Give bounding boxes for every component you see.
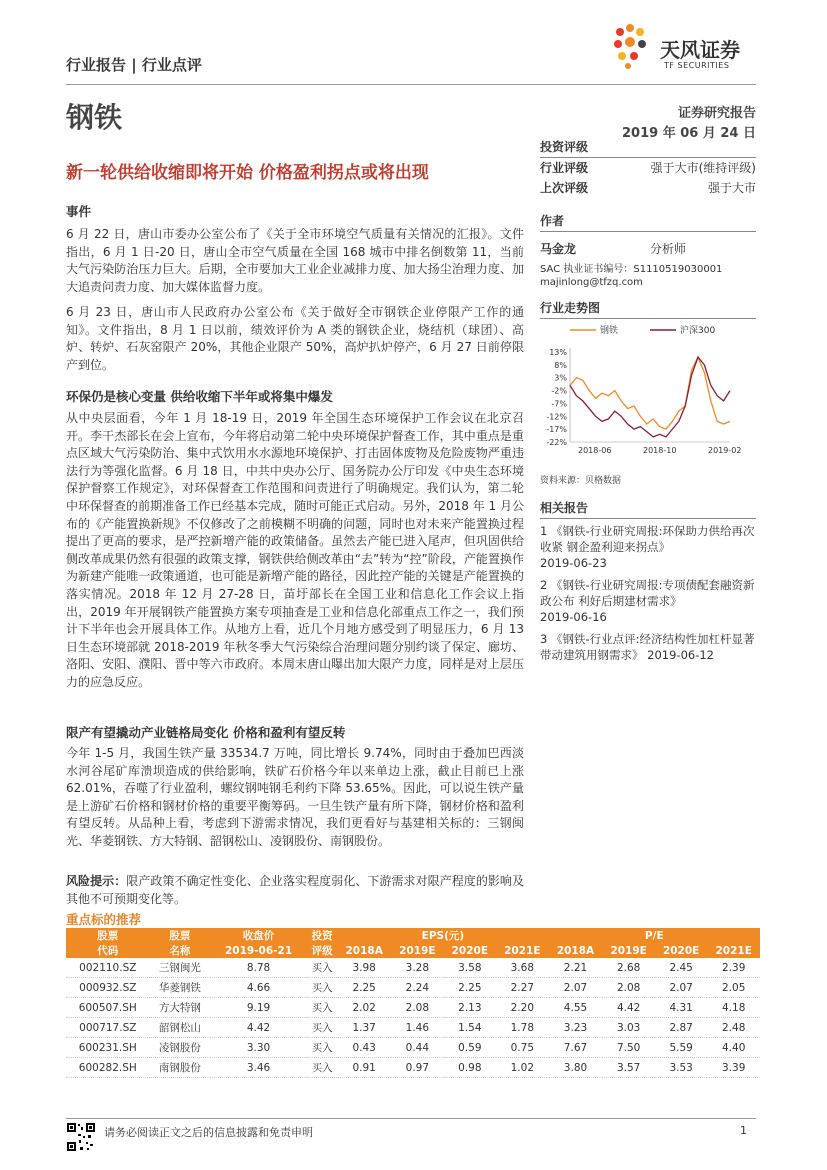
table-cell: 3.30 [210,1038,307,1058]
table-cell: 2.27 [496,978,548,998]
table-header-cell: 评级 [307,943,337,958]
author-heading: 作者 [540,212,756,232]
section-3-heading: 限产有望撬动产业链格局变化 价格和盈利有望反转 [66,725,346,740]
table-header-cell: 2018A [337,943,391,958]
y-tick-label: -17% [546,425,567,435]
author-sac: SAC 执业证书编号：S1110519030001 [540,264,723,275]
table-cell: 0.98 [444,1058,496,1078]
report-date: 2019 年 06 月 24 日 [622,126,756,141]
table-cell: 2.07 [549,978,603,998]
table-cell: 600231.SH [66,1038,150,1058]
table-header-row-1 [66,928,760,943]
table-header-cell: 2019-06-21 [210,943,307,958]
table-cell: 2.45 [655,958,707,978]
industry-title: 钢铁 [66,101,123,134]
disclaimer-notice: 请务必阅读正文之后的信息披露和免责申明 [104,1126,313,1139]
table-cell: 3.53 [655,1058,707,1078]
table-cell: 韶钢松山 [150,1018,211,1038]
table-cell: 2.05 [707,978,760,998]
related-item-title: 3 《钢铁-行业点评:经济结构性加杠杆显著带动建筑用钢需求》 [540,632,755,662]
risk-label: 风险提示： [66,874,127,888]
table-cell: 2.08 [391,998,443,1018]
event-paragraph-1: 6 月 22 日，唐山市委办公室公布了《关于全市环境空气质量有关情况的汇报》。文件指出，6 月 1 日-20 日，唐山全市空气质量在全国 168 城市中排名倒数第 11，当前大气污染防治压力巨大。后期，全市要加大工业企业减排力度、加大扬尘治理力度、加大追责问责力度、加大媒体监督力度。 [66,227,524,294]
table-cell: 0.75 [496,1038,548,1058]
recommendation-table [66,928,760,1078]
table-header-cell: 2020E [655,943,707,958]
industry-rating-label: 行业评级 [540,161,589,175]
table-row [66,1018,760,1038]
table-cell: 5.59 [655,1038,707,1058]
table-cell: 3.28 [391,958,443,978]
table-cell: 1.02 [496,1058,548,1078]
table-cell: 7.67 [549,1038,603,1058]
table-cell: 4.42 [602,998,654,1018]
y-tick-label: 13% [549,348,567,357]
related-item-title: 2 《钢铁-行业研究周报:专项债配套融资新政公布 利好后期建材需求》 [540,578,755,608]
table-cell: 0.91 [337,1058,391,1078]
table-row [66,1038,760,1058]
rating-heading: 投资评级 [540,138,756,158]
section-2-paragraph: 从中央层面看，今年 1 月 18-19 日，2019 年全国生态环境保护工作会议在北京召开。李干杰部长在会上宣布，今年将启动第二轮中央环境保护督查工作，其中重点是重点区域大气污染防治、集中式饮用水水源地环境保护、打击固体废物及危险废物严重违法行为等强化监督。6 月 18 日，中共中央办公厅、国务院办公厅印发《中央生态环境保护督察工作规定》，对环保督查工作范围和问责进行了明确规定。我们认为，第二轮中环保督查的前期准备工作已经基本完成，随时可能正式启动。另外，2018 年 1 月公布的《产能置换新规》不仅修改了之前模糊不明确的问题，同时也对未来产能置换过程提出了更高的要求，是严控新增产能的政策储备。虽然去产能已进入尾声，但巩固供给侧改革成果仍然有很强的政策支撑，钢铁供给侧改革由“去”转为“控”阶段，产能置换作为新建产能唯一政策通道，也可能是新增产能的路径，因此控产能的关键是产能置换的落实情况。2018 年 12 月 27-28 日，苗圩部长在全国工业和信息化工作会议上指出，2019 年开展钢铁产能置换方案专项抽查是工业和信息化部重点工作之一，我们预计下半年也会开展具体工作。从地方上看，近几个月地方感受到了明显压力，6 月 13 日生态环境部就 2018-2019 年秋冬季大气污染综合治理问题分别约谈了保定、廊坊、洛阳、安阳、濮阳、晋中等六市政府。本周末唐山曝出加大限产力度，同样是对上层压力的应急反应。 [66,411,524,689]
table-header-cell: 2018A [549,943,603,958]
y-tick-label: 3% [554,373,567,383]
table-cell: 3.58 [444,958,496,978]
table-cell: 0.44 [391,1038,443,1058]
logo-subtext: TF SECURITIES [664,61,730,70]
related-item[interactable] [540,631,756,663]
author-name: 马金龙 [540,242,577,256]
table-cell: 2.02 [337,998,391,1018]
table-cell: 南钢股份 [150,1058,211,1078]
report-title: 新一轮供给收缩即将开始 价格盈利拐点或将出现 [66,163,429,183]
table-cell: 凌钢股份 [150,1038,211,1058]
table-cell: 2.07 [655,978,707,998]
related-item-title: 1 《钢铁-行业研究周报:环保助力供给再次收紧 钢企盈利迎来拐点》 [540,524,755,554]
table-header-cell: EPS(元) [337,928,548,943]
legend-label: 钢铁 [600,326,619,336]
report-category: 行业报告 | 行业点评 [66,56,202,74]
table-cell: 买入 [307,1058,337,1078]
trend-chart [540,318,756,468]
table-row [66,1058,760,1078]
table-header-cell: 股票 [150,928,211,943]
table-cell: 600507.SH [66,998,150,1018]
y-tick-label: -12% [546,412,567,422]
table-cell: 3.57 [602,1058,654,1078]
event-heading: 事件 [66,204,92,219]
table-cell: 2.87 [655,1018,707,1038]
section-3-paragraph: 今年 1-5 月，我国生铁产量 33534.7 万吨，同比增长 9.74%，同时由于叠加巴西淡水河谷尾矿库溃坝造成的供给影响，铁矿石价格今年以来单边上涨，截止目前已上涨 62.01%，吞噬了行业盈利，螺纹钢吨钢毛利约下降 53.65%。因此，可以说生铁产量是上游矿石价格和钢材价格的重要平衡筹码。一旦生铁产量有所下降，钢材价格和盈利有望反转。从品种上看，考虑到下游需求情况，我们更看好与基建相关标的：三钢闽光、华菱钢铁、方大特钢、韶钢松山、凌钢股份、南钢股份。 [66,746,524,848]
table-cell: 买入 [307,998,337,1018]
x-tick-label: 2019-02 [708,446,742,455]
industry-rating-value: 强于大市(维持评级) [650,161,756,175]
table-cell: 买入 [307,1018,337,1038]
table-cell: 7.50 [602,1038,654,1058]
table-header-cell: 名称 [150,943,211,958]
table-cell: 4.18 [707,998,760,1018]
table-header-cell: 股票 [66,928,150,943]
table-cell: 1.46 [391,1018,443,1038]
table-cell: 000932.SZ [66,978,150,998]
x-tick-label: 2018-06 [578,446,612,455]
prev-rating-value: 强于大市 [707,181,756,195]
table-cell: 4.40 [707,1038,760,1058]
table-cell: 1.37 [337,1018,391,1038]
x-tick-label: 2018-10 [643,446,677,455]
prev-rating-label: 上次评级 [540,181,589,195]
y-tick-label: -2% [551,386,567,396]
table-cell: 2.25 [337,978,391,998]
related-item-date: 2019-06-16 [540,610,607,624]
table-row [66,958,760,978]
table-header-cell: 代码 [66,943,150,958]
related-item-date: 2019-06-12 [647,648,714,662]
event-paragraph-2: 6 月 23 日，唐山市人民政府办公室公布《关于做好全市钢铁企业停限产工作的通知》。文件指出，8 月 1 日以前，绩效评价为 A 类的钢铁企业，烧结机（球团）、高炉、转炉、石灰窑限产 20%，其他企业限产 50%，高炉扒炉停产，6 月 27 日前停限产到位。 [66,305,524,372]
table-cell: 4.66 [210,978,307,998]
header-divider [66,84,756,85]
table-header-row-2 [66,943,760,958]
table-cell: 0.43 [337,1038,391,1058]
table-cell: 方大特钢 [150,998,211,1018]
risk-paragraph [66,873,524,908]
table-cell: 华菱钢铁 [150,978,211,998]
table-cell: 3.98 [337,958,391,978]
related-box [540,499,756,663]
table-cell: 4.42 [210,1018,307,1038]
related-heading: 相关报告 [540,499,756,519]
table-cell: 2.21 [549,958,603,978]
table-header-cell: 2021E [496,943,548,958]
table-cell: 买入 [307,978,337,998]
table-cell: 000717.SZ [66,1018,150,1038]
author-row [540,240,756,257]
table-cell: 2.25 [444,978,496,998]
table-cell: 3.68 [496,958,548,978]
table-cell: 2.24 [391,978,443,998]
qr-code-icon [66,1122,96,1152]
table-cell: 2.20 [496,998,548,1018]
table-cell: 买入 [307,958,337,978]
y-tick-label: 8% [554,360,567,370]
author-email[interactable]: majinlong@tfzq.com [540,277,643,288]
author-role: 分析师 [650,242,687,256]
prev-rating-row [540,178,756,198]
table-row [66,978,760,998]
table-cell: 8.78 [210,958,307,978]
table-cell: 3.23 [549,1018,603,1038]
table-header-cell: P/E [549,928,760,943]
table-cell: 3.80 [549,1058,603,1078]
table-cell: 3.03 [602,1018,654,1038]
table-cell: 三钢闽光 [150,958,211,978]
table-row [66,998,760,1018]
table-cell: 002110.SZ [66,958,150,978]
table-cell: 9.19 [210,998,307,1018]
trend-heading: 行业走势图 [540,299,756,319]
table-cell: 2.08 [602,978,654,998]
related-item-date: 2019-06-23 [540,556,607,570]
table-cell: 2.48 [707,1018,760,1038]
risk-text: 限产政策不确定性变化、企业落实程度弱化、下游需求对限产程度的影响及其他不可预期变化等。 [66,874,524,906]
table-title: 重点标的推荐 [66,912,142,927]
table-cell: 2.39 [707,958,760,978]
table-cell: 0.97 [391,1058,443,1078]
chart-source: 资料来源：贝格数据 [540,476,622,486]
table-cell: 2.13 [444,998,496,1018]
table-cell: 2.68 [602,958,654,978]
table-cell: 买入 [307,1038,337,1058]
table-cell: 1.54 [444,1018,496,1038]
industry-rating-row [540,158,756,178]
legend-label: 沪深300 [680,326,716,336]
table-cell: 3.46 [210,1058,307,1078]
y-tick-label: -22% [546,438,567,447]
rating-box [540,138,756,198]
section-2-heading: 环保仍是核心变量 供给收缩下半年或将集中爆发 [66,389,333,404]
table-cell: 1.78 [496,1018,548,1038]
report-type: 证券研究报告 [677,106,756,121]
table-cell: 4.31 [655,998,707,1018]
table-cell: 0.59 [444,1038,496,1058]
page-number: 1 [740,1124,747,1137]
y-tick-label: -7% [551,399,567,409]
table-header-cell: 投资 [307,928,337,943]
trend-heading-box [540,299,756,319]
table-cell: 600282.SH [66,1058,150,1078]
author-box [540,212,756,288]
table-header-cell: 2019E [391,943,443,958]
related-item[interactable] [540,523,756,571]
table-header-cell: 2019E [602,943,654,958]
table-header-cell: 2021E [707,943,760,958]
table-cell: 3.39 [707,1058,760,1078]
table-header-cell: 收盘价 [210,928,307,943]
footer-divider [66,1118,756,1119]
related-item[interactable] [540,577,756,625]
table-header-cell: 2020E [444,943,496,958]
table-cell: 4.55 [549,998,603,1018]
logo-text: 天风证券 [660,38,740,62]
